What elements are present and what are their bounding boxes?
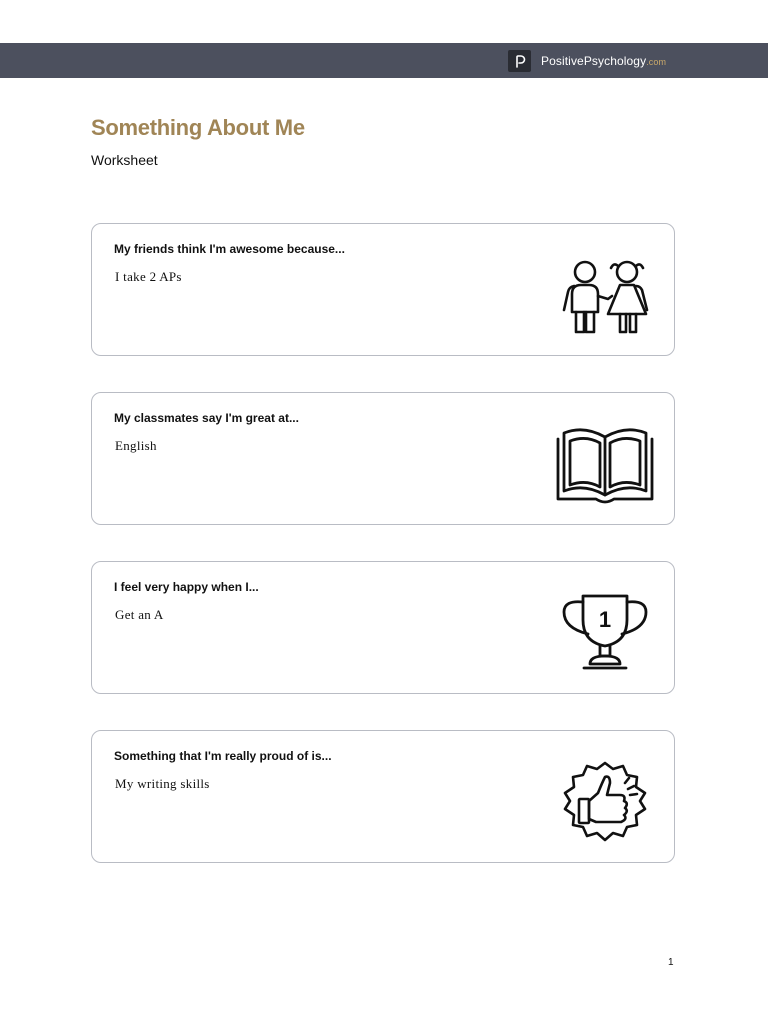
card-prompt: I feel very happy when I... [114,580,259,594]
page-number: 1 [668,957,674,968]
trophy-number: 1 [598,607,612,632]
open-book-icon [550,421,660,506]
thumbs-up-badge-icon [550,759,660,844]
positivepsychology-p-logo-icon [508,50,531,72]
prompt-card-classmates [91,392,675,525]
card-answer[interactable]: My writing skills [115,776,210,791]
brand-logo[interactable] [508,50,666,72]
prompt-card-happy [91,561,675,694]
card-prompt: My classmates say I'm great at... [114,411,299,425]
brand-tld: .com [646,57,667,67]
page-title: Something About Me [91,115,305,140]
brand-name: PositivePsychology.com [541,54,667,68]
prompt-card-proud [91,730,675,863]
card-answer[interactable]: Get an A [115,607,164,622]
kids-icon [550,252,660,337]
card-prompt: My friends think I'm awesome because... [114,242,345,256]
card-answer[interactable]: English [115,438,157,453]
page-subtitle: Worksheet [91,152,158,168]
prompt-card-friends [91,223,675,356]
trophy-icon [550,590,660,675]
card-answer[interactable]: I take 2 APs [115,269,182,284]
card-prompt: Something that I'm really proud of is... [114,749,332,763]
